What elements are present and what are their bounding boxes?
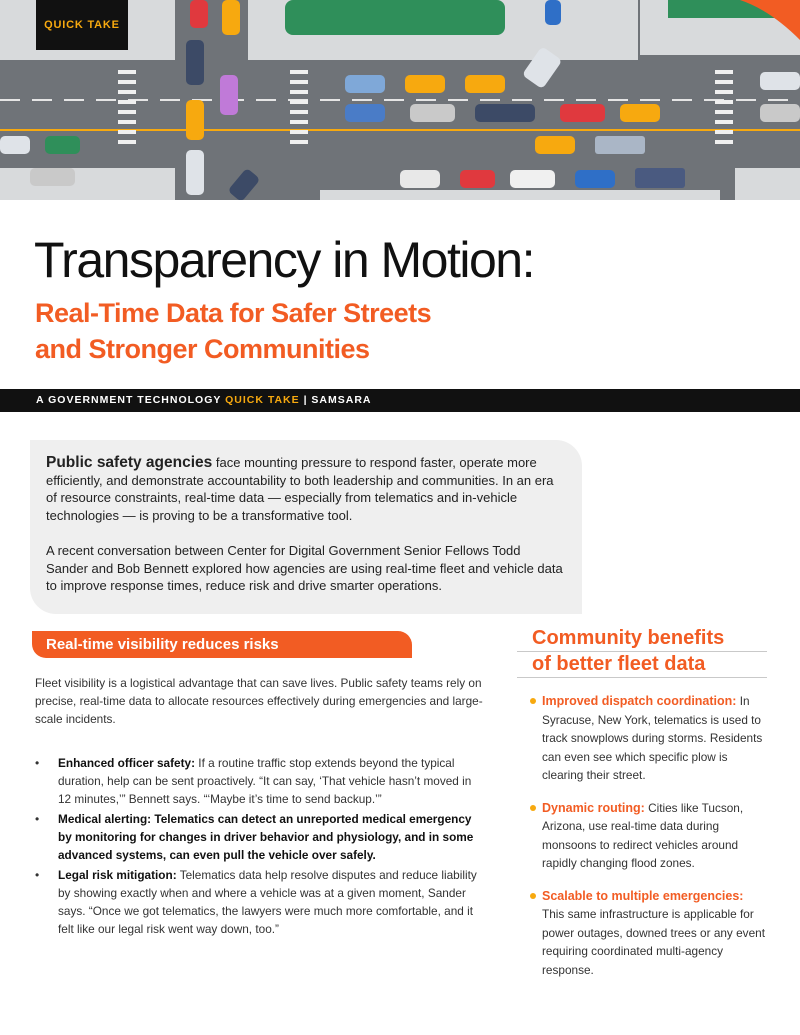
bullet-dot-icon [530, 698, 536, 704]
intro-panel [30, 440, 582, 614]
intro-p1-text: face mounting pressure to respond faster, operate more efficiently, and demonstrate accountability to both leadership and communities. In an era of resource constraints, real-time data — especially from telematics and in-vehicle technologies — is proving to be a transformative tool. [46, 455, 554, 523]
publisher-highlight: QUICK TAKE [225, 394, 300, 406]
publisher-prefix: A GOVERNMENT TECHNOLOGY [36, 394, 226, 406]
bullet-text: Telematics can detect an unreported medical emergency by monitoring for changes in driver behavior and physiology, and in some advanced systems, can even pull the vehicle over safely. [58, 812, 474, 862]
bullet-item [35, 754, 485, 808]
benefit-item [530, 887, 767, 980]
benefit-title: Dynamic routing: [542, 800, 645, 815]
bullet-list [35, 754, 485, 938]
bullet-icon: • [35, 868, 40, 882]
left-intro: Fleet visibility is a logistical advantage that can save lives. Public safety teams rely on precise, real-time data to allocate resources effectively during emergencies and large-scale incidents. [35, 676, 483, 726]
intro-lead: Public safety agencies [46, 454, 213, 471]
benefit-text: In Syracuse, New York, telematics is used to track snowplows during storms. Residents can even see which specific plow is clearing their street. [542, 694, 763, 782]
section-heading: Real-time visibility reduces risks [32, 631, 412, 658]
subtitle-line-1: Real-Time Data for Safer Streets [35, 298, 432, 328]
quick-take-badge: QUICK TAKE [36, 0, 128, 50]
bullet-icon: • [35, 812, 40, 826]
publisher-bar [0, 389, 800, 412]
bullet-title: Enhanced officer safety: [58, 756, 196, 770]
bullet-item [35, 810, 485, 864]
benefit-text: This same infrastructure is applicable for power outages, downed trees or any event requiring coordinated multi-agency response. [542, 907, 765, 977]
bullet-text: If a routine traffic stop extends beyond the typical duration, help can be sent proactively. “It can say, ‘That vehicle hasn’t moved in 12 minutes,’” Bennett says. “‘Maybe it’s time to send backup.’” [58, 756, 472, 806]
bullet-item [35, 866, 485, 938]
sidebar-heading-line-1: Community benefits [517, 626, 767, 652]
benefit-item [530, 799, 767, 873]
sidebar-heading [517, 626, 767, 678]
bullet-icon: • [35, 756, 40, 770]
benefit-title: Improved dispatch coordination: [542, 694, 737, 708]
bullet-dot-icon [530, 805, 536, 811]
subtitle-line-2: and Stronger Communities [35, 334, 370, 364]
bullet-text: Telematics data help resolve disputes and reduce liability by showing exactly when and where a vehicle was at a given moment, Sander says. “Once we got telematics, the lawyers were much more comfortable, and it felt like our legal risk went way down, too.” [58, 868, 477, 936]
hero-image [0, 0, 800, 200]
bullet-dot-icon [530, 893, 536, 899]
benefit-title: Scalable to multiple emergencies: [542, 888, 744, 903]
sidebar-heading-line-2: of better fleet data [517, 652, 767, 678]
bullet-title: Medical alerting: [58, 812, 152, 826]
bullet-title: Legal risk mitigation: [58, 868, 177, 882]
publisher-suffix: | SAMSARA [299, 394, 372, 406]
page-title: Transparency in Motion: [34, 232, 534, 288]
intro-paragraph-1 [46, 454, 566, 524]
benefit-text: Cities like Tucson, Arizona, use real-time data during monsoons to redirect vehicles around rapidly changing flood zones. [542, 800, 744, 870]
page-subtitle [35, 295, 431, 367]
left-column [35, 674, 485, 940]
right-sidebar [517, 626, 767, 979]
benefit-item [530, 692, 767, 785]
intro-paragraph-2: A recent conversation between Center for Digital Government Senior Fellows Todd Sander and Bob Bennett explored how agencies are using real-time fleet and vehicle data to improve response times, reduce risk and drive smarter operations. [46, 543, 563, 593]
